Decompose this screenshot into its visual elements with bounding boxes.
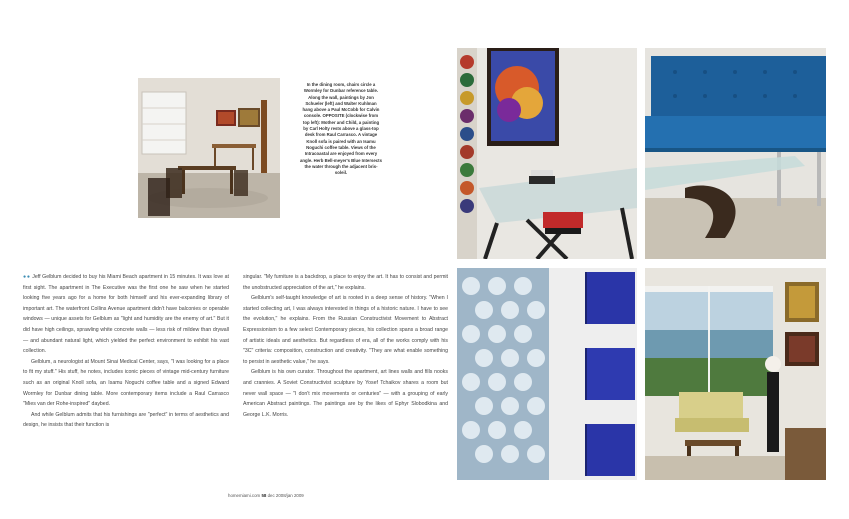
photo-caption: In the dining room, chairs circle a Wormley for Dunbar reference table. Along the wall, paintings by Jon Schueler (left) and Walter Kuhlman hang above a Paul McCobb for Calvin console. OPPOSITE (clockwise from top left): Mother and Child, a painting by Carl Holty rests above a glass-top desk from Raul Carrasco. A vintage Knoll sofa is paired with an Isamu Noguchi coffee table. Views of the Intracoastal are enjoyed from every angle. Herb Bell-meyer's Blue Intersects the water through the adjacent bris-soleil. — [300, 82, 382, 176]
paragraph: singular. "My furniture is a backdrop, a place to enjoy the art. It has to consist and permit the unobstructed appreciation of the art," he explains. — [243, 274, 448, 291]
paragraph: Gelblum's self-taught knowledge of art is rooted in a deep sense of history. "When I started collecting art, I was always interested in things of a historic nature. I have to see the evolution," he explains. From the Russian Constructivist Movement to Abstract Expressionism to a few select Contemporary pieces, his collection spans a broad range of artistic ideals and aesthetics. But regardless of era, all of the works comply with his "3C" criteria: composition, construction and creativity. "They are what enable something to persist in aesthetic value," he says. — [243, 295, 448, 365]
paragraph-text: Jeff Gelblum decided to buy his Miami Beach apartment in 15 minutes. It was love at first sight. The apartment in The Executive was the first one he saw when he started looking five years ago for a home for both himself and his ever-expanding library of important art. The waterfront Collins Avenue apartment didn't have balconies or operable windows — unique assets for Gelblum as "light and humidity are the enemy of art." But it did have high ceilings, sprawling white concrete walls — less risk of mildew than drywall — and abundant natural light, which yielded the perfect environment to exhibit his vast collection. — [23, 274, 229, 355]
article-column-left — [23, 272, 229, 431]
paragraph: Gelblum is his own curator. Throughout the apartment, art lines walls and fills nooks and crannies. A Soviet Constructivist sculpture by Yosef Tchaikov shares a room but never wall space — "I don't mix movements or centuries" — with a grouping of early American Abstract paintings. The paintings are by the likes of Ephyr Slobodkina and George L.K. Morris. — [243, 369, 448, 418]
lead-marker: ●● — [23, 274, 31, 280]
blue-panels-photo — [457, 268, 637, 480]
footer-issue: dec 2008/jan 2009 — [267, 493, 304, 498]
art-desk-photo — [457, 48, 637, 259]
paragraph — [23, 272, 229, 357]
page-footer — [228, 493, 304, 498]
article-column-middle — [243, 272, 448, 420]
dining-room-photo — [138, 78, 280, 218]
page-number: 58 — [261, 493, 267, 498]
blue-sofa-photo — [645, 48, 826, 259]
footer-site: homemiami.com — [228, 493, 261, 498]
paragraph: Gelblum, a neurologist at Mount Sinai Medical Center, says, "I was looking for a place to fit my stuff." His stuff, he notes, includes iconic pieces of vintage mid-century furniture such as an original Knoll sofa, an Isamu Noguchi coffee table and a signed Edward Wormley for Dunbar dining table. More contemporary items include a Raul Carrasco "Mies van der Rohe-inspired" daybed. — [23, 358, 229, 408]
living-room-view-photo — [645, 268, 826, 480]
paragraph: And while Gelblum admits that his furnishings are "perfect" in terms of aesthetics and design, he insists that their function is — [23, 411, 229, 429]
